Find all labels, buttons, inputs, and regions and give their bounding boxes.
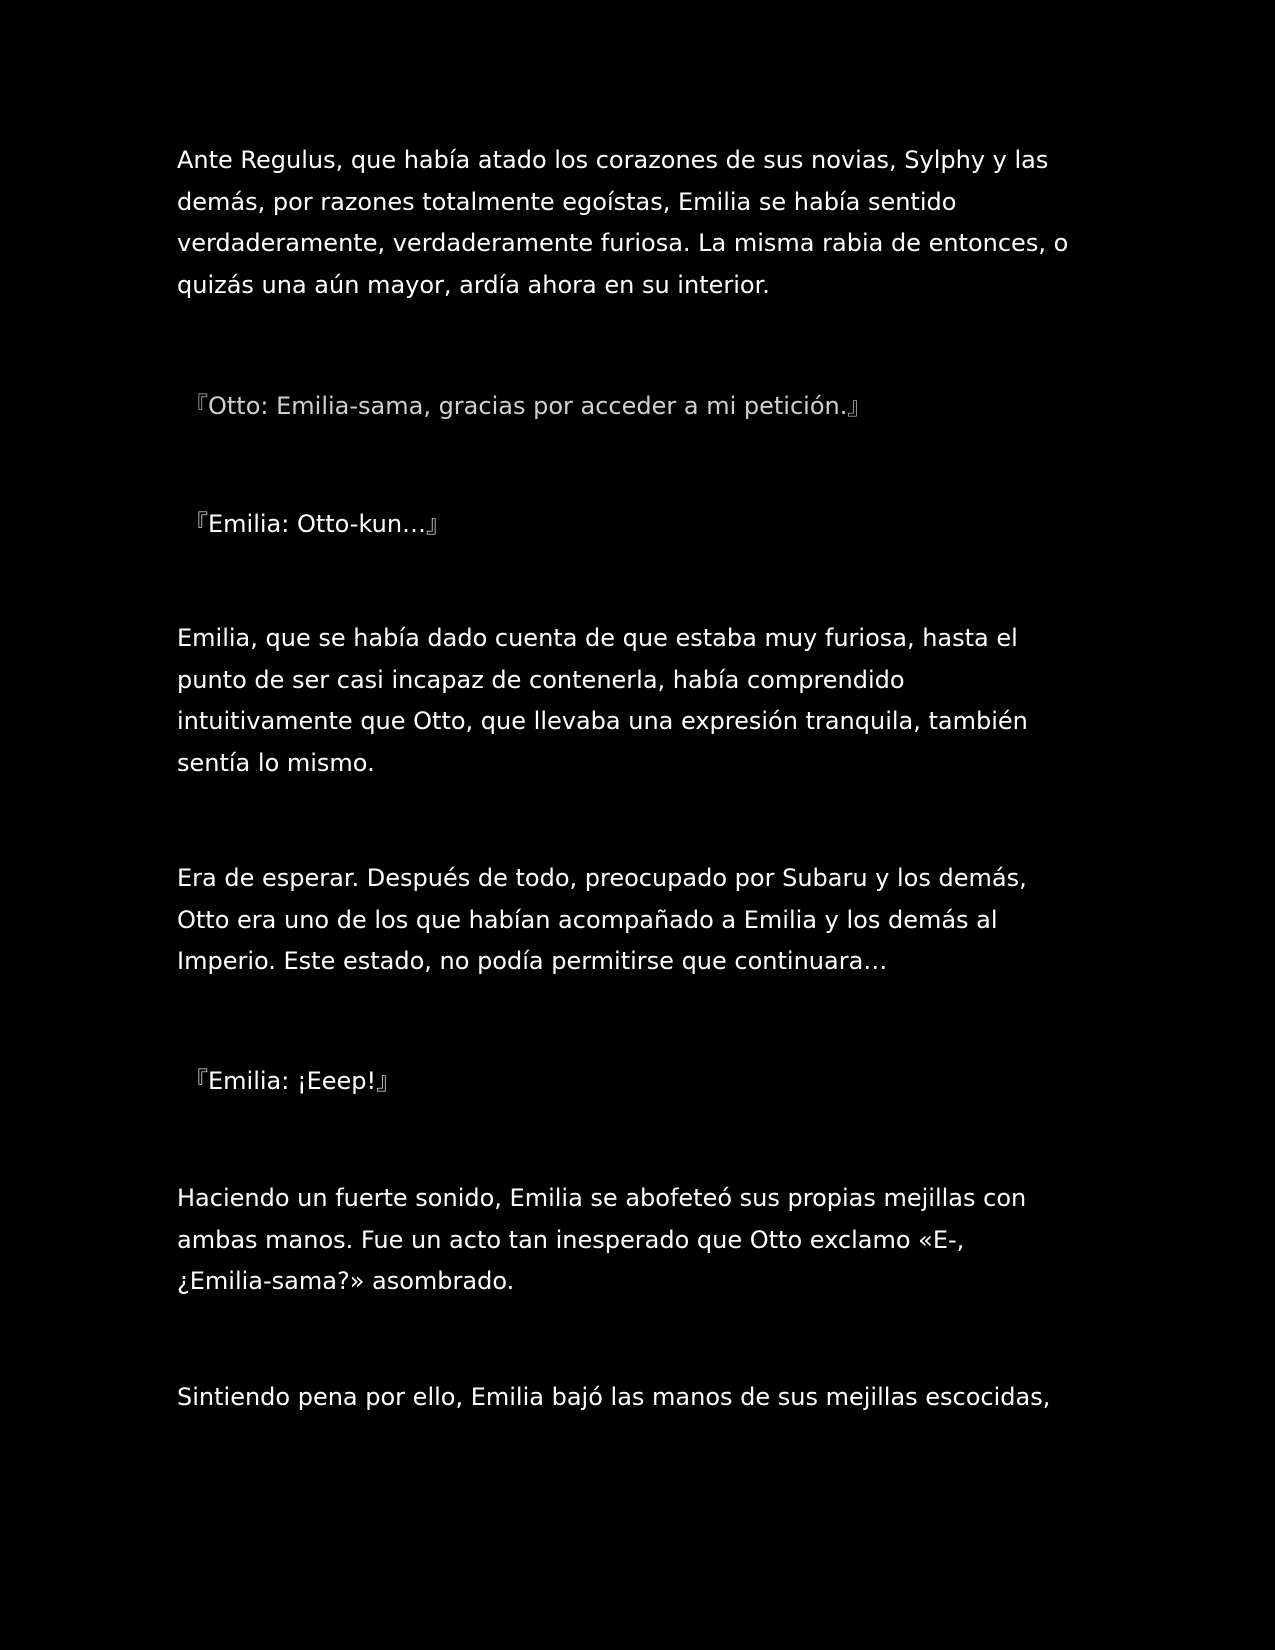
paragraph-regulus-anger <box>177 140 1107 306</box>
text-line: ambas manos. Fue un acto tan inesperado que Otto exclamo «E-, <box>177 1225 965 1254</box>
text-line: Imperio. Este estado, no podía permitirse que continuara… <box>177 947 888 975</box>
text-line: intuitivamente que Otto, que llevaba una expresión tranquila, también <box>177 707 1028 735</box>
dialogue-text: 『Otto: Emilia-sama, gracias por acceder a mi petición.』 <box>184 392 872 420</box>
dialogue-emilia-eeep <box>184 1061 1114 1103</box>
text-line: Otto era uno de los que habían acompañado a Emilia y los demás al <box>177 905 998 934</box>
text-line: punto de ser casi incapaz de contenerla, había comprendido <box>177 665 905 694</box>
text-line: demás, por razones totalmente egoístas, Emilia se había sentido <box>177 187 957 216</box>
text-line: Emilia, que se había dado cuenta de que estaba muy furiosa, hasta el <box>177 624 1018 652</box>
paragraph-emilia-realization <box>177 618 1107 784</box>
paragraph-slap <box>177 1178 1107 1303</box>
dialogue-text: 『Emilia: Otto-kun…』 <box>184 510 451 538</box>
text-line: verdaderamente, verdaderamente furiosa. La misma rabia de entonces, o <box>177 229 1069 257</box>
paragraph-expected <box>177 858 1107 983</box>
dialogue-text: 『Emilia: ¡Eeep!』 <box>184 1067 401 1095</box>
text-line: Haciendo un fuerte sonido, Emilia se abofeteó sus propias mejillas con <box>177 1184 1027 1212</box>
text-line: Ante Regulus, que había atado los corazones de sus novias, Sylphy y las <box>177 146 1049 174</box>
text-line: ¿Emilia-sama?» asombrado. <box>177 1267 515 1295</box>
text-line: quizás una aún mayor, ardía ahora en su interior. <box>177 270 770 299</box>
dialogue-emilia-otto-kun <box>184 504 1114 546</box>
dialogue-otto-thanks <box>184 386 1114 428</box>
paragraph-sorry <box>177 1377 1107 1419</box>
text-line: Era de esperar. Después de todo, preocupado por Subaru y los demás, <box>177 864 1027 892</box>
text-line: Sintiendo pena por ello, Emilia bajó las manos de sus mejillas escocidas, <box>177 1383 1051 1411</box>
text-line: sentía lo mismo. <box>177 748 375 777</box>
